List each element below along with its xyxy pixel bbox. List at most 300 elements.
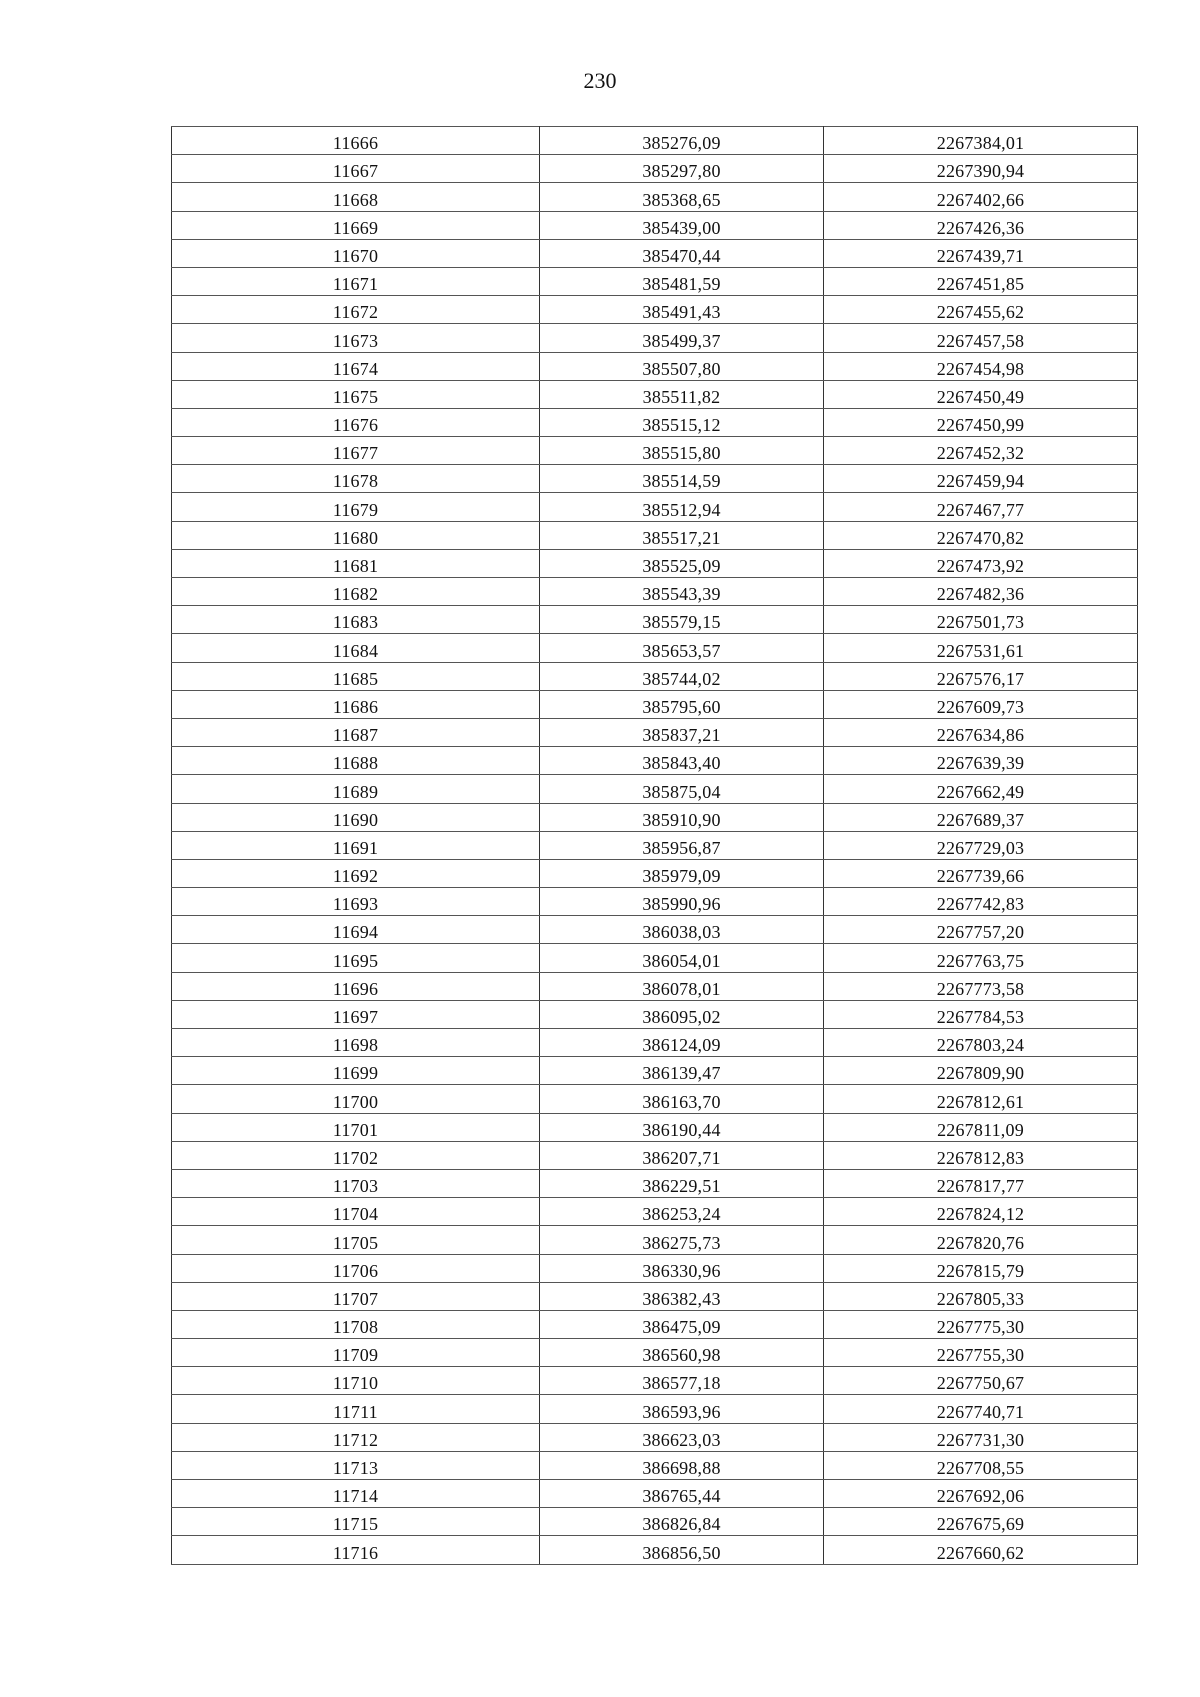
cell-value: 11672 [332, 302, 379, 323]
point-number-cell [172, 521, 540, 549]
point-number-cell [172, 127, 540, 155]
cell-value: 11692 [332, 866, 379, 887]
point-number-cell [172, 1536, 540, 1564]
y-coordinate-cell [824, 578, 1138, 606]
cell-value: 385514,59 [642, 471, 721, 492]
table-row [172, 1480, 1138, 1508]
cell-value: 385297,80 [642, 161, 721, 182]
x-coordinate-cell [540, 437, 824, 465]
cell-value: 11706 [332, 1260, 379, 1281]
cell-value: 2267439,71 [936, 245, 1025, 266]
table-row [172, 352, 1138, 380]
x-coordinate-cell [540, 1169, 824, 1197]
x-coordinate-cell [540, 183, 824, 211]
y-coordinate-cell [824, 183, 1138, 211]
cell-value: 2267473,92 [936, 556, 1025, 576]
x-coordinate-cell [540, 662, 824, 690]
y-coordinate-cell [824, 1085, 1138, 1113]
point-number-cell [172, 1339, 540, 1367]
table-row [172, 239, 1138, 267]
cell-value: 11699 [332, 1063, 379, 1084]
table-row [172, 1367, 1138, 1395]
cell-value: 2267815,79 [936, 1260, 1025, 1281]
point-number-cell [172, 1141, 540, 1169]
cell-value: 2267470,82 [936, 527, 1025, 548]
point-number-cell [172, 578, 540, 606]
cell-value: 386207,71 [642, 1147, 721, 1168]
cell-value: 11715 [332, 1514, 379, 1535]
cell-value: 386593,96 [642, 1401, 721, 1422]
point-number-cell [172, 267, 540, 295]
cell-value: 11680 [332, 527, 379, 548]
cell-value: 385979,09 [642, 866, 721, 887]
y-coordinate-cell [824, 775, 1138, 803]
y-coordinate-cell [824, 662, 1138, 690]
x-coordinate-cell [540, 859, 824, 887]
cell-value: 386330,96 [642, 1260, 721, 1281]
table-row [172, 1198, 1138, 1226]
cell-value: 385956,87 [642, 837, 721, 858]
table-row [172, 324, 1138, 352]
x-coordinate-cell [540, 944, 824, 972]
cell-value: 2267729,03 [936, 837, 1025, 858]
cell-value: 385910,90 [642, 809, 721, 830]
table-row [172, 1451, 1138, 1479]
cell-value: 386253,24 [642, 1204, 721, 1225]
cell-value: 2267824,12 [936, 1204, 1025, 1225]
x-coordinate-cell [540, 465, 824, 493]
cell-value: 2267450,99 [936, 415, 1025, 436]
x-coordinate-cell [540, 1029, 824, 1057]
y-coordinate-cell [824, 1480, 1138, 1508]
x-coordinate-cell [540, 324, 824, 352]
y-coordinate-cell [824, 1198, 1138, 1226]
cell-value: 385875,04 [642, 781, 721, 802]
cell-value: 2267455,62 [936, 302, 1025, 323]
point-number-cell [172, 183, 540, 211]
point-number-cell [172, 1169, 540, 1197]
cell-value: 11667 [332, 161, 379, 182]
y-coordinate-cell [824, 437, 1138, 465]
x-coordinate-cell [540, 296, 824, 324]
cell-value: 11705 [332, 1232, 379, 1253]
point-number-cell [172, 155, 540, 183]
cell-value: 11707 [332, 1288, 379, 1309]
cell-value: 386856,50 [642, 1542, 721, 1563]
y-coordinate-cell [824, 465, 1138, 493]
cell-value: 2267708,55 [936, 1458, 1025, 1478]
point-number-cell [172, 718, 540, 746]
y-coordinate-cell [824, 718, 1138, 746]
table-row [172, 1508, 1138, 1536]
x-coordinate-cell [540, 1423, 824, 1451]
cell-value: 11697 [332, 1007, 379, 1027]
table-row [172, 1113, 1138, 1141]
table-row [172, 1536, 1138, 1564]
table-row [172, 493, 1138, 521]
cell-value: 11668 [332, 189, 379, 210]
cell-value: 385368,65 [642, 189, 721, 210]
point-number-cell [172, 493, 540, 521]
cell-value: 2267742,83 [936, 894, 1025, 915]
cell-value: 2267692,06 [936, 1486, 1025, 1507]
cell-value: 385744,02 [642, 668, 721, 689]
x-coordinate-cell [540, 127, 824, 155]
table-row [172, 183, 1138, 211]
x-coordinate-cell [540, 972, 824, 1000]
x-coordinate-cell [540, 775, 824, 803]
cell-value: 2267763,75 [936, 950, 1025, 971]
cell-value: 386054,01 [642, 950, 721, 971]
x-coordinate-cell [540, 1282, 824, 1310]
cell-value: 2267689,37 [936, 809, 1025, 830]
cell-value: 11673 [332, 330, 379, 351]
cell-value: 385439,00 [642, 217, 721, 238]
y-coordinate-cell [824, 521, 1138, 549]
point-number-cell [172, 549, 540, 577]
cell-value: 2267501,73 [936, 612, 1025, 633]
cell-value: 386095,02 [642, 1007, 721, 1027]
cell-value: 386560,98 [642, 1345, 721, 1366]
cell-value: 385543,39 [642, 584, 721, 605]
y-coordinate-cell [824, 944, 1138, 972]
cell-value: 385507,80 [642, 358, 721, 379]
cell-value: 11686 [332, 696, 379, 717]
cell-value: 2267426,36 [936, 217, 1025, 238]
y-coordinate-cell [824, 831, 1138, 859]
cell-value: 11691 [332, 837, 379, 858]
y-coordinate-cell [824, 1395, 1138, 1423]
point-number-cell [172, 211, 540, 239]
x-coordinate-cell [540, 888, 824, 916]
point-number-cell [172, 352, 540, 380]
x-coordinate-cell [540, 352, 824, 380]
table-row [172, 972, 1138, 1000]
point-number-cell [172, 1423, 540, 1451]
table-row [172, 1169, 1138, 1197]
cell-value: 2267459,94 [936, 471, 1025, 492]
point-number-cell [172, 1198, 540, 1226]
y-coordinate-cell [824, 267, 1138, 295]
y-coordinate-cell [824, 1254, 1138, 1282]
cell-value: 386765,44 [642, 1486, 721, 1507]
cell-value: 11713 [332, 1458, 379, 1478]
table-row [172, 578, 1138, 606]
x-coordinate-cell [540, 634, 824, 662]
y-coordinate-cell [824, 606, 1138, 634]
table-row [172, 1029, 1138, 1057]
cell-value: 385517,21 [642, 527, 721, 548]
x-coordinate-cell [540, 1141, 824, 1169]
y-coordinate-cell [824, 1113, 1138, 1141]
table-row [172, 944, 1138, 972]
y-coordinate-cell [824, 1226, 1138, 1254]
cell-value: 386275,73 [642, 1232, 721, 1253]
point-number-cell [172, 380, 540, 408]
cell-value: 2267812,61 [936, 1091, 1025, 1112]
table-row [172, 888, 1138, 916]
cell-value: 385579,15 [642, 612, 721, 633]
cell-value: 385843,40 [642, 753, 721, 774]
table-row [172, 662, 1138, 690]
table-row [172, 747, 1138, 775]
y-coordinate-cell [824, 1057, 1138, 1085]
cell-value: 385653,57 [642, 640, 721, 661]
x-coordinate-cell [540, 690, 824, 718]
coordinates-table-body [172, 127, 1138, 1565]
x-coordinate-cell [540, 1367, 824, 1395]
cell-value: 2267809,90 [936, 1063, 1025, 1084]
cell-value: 2267639,39 [936, 753, 1025, 774]
point-number-cell [172, 1310, 540, 1338]
cell-value: 386826,84 [642, 1514, 721, 1535]
cell-value: 385837,21 [642, 725, 721, 746]
cell-value: 11704 [332, 1204, 379, 1225]
cell-value: 11701 [332, 1119, 379, 1140]
cell-value: 11674 [332, 358, 379, 379]
point-number-cell [172, 1451, 540, 1479]
x-coordinate-cell [540, 521, 824, 549]
cell-value: 2267662,49 [936, 781, 1025, 802]
x-coordinate-cell [540, 1310, 824, 1338]
cell-value: 11688 [332, 753, 379, 774]
table-row [172, 267, 1138, 295]
y-coordinate-cell [824, 1339, 1138, 1367]
cell-value: 2267402,66 [936, 189, 1025, 210]
x-coordinate-cell [540, 718, 824, 746]
cell-value: 385511,82 [642, 386, 721, 407]
x-coordinate-cell [540, 1254, 824, 1282]
cell-value: 11700 [332, 1091, 379, 1112]
cell-value: 2267457,58 [936, 330, 1025, 351]
point-number-cell [172, 465, 540, 493]
cell-value: 2267531,61 [936, 640, 1025, 661]
cell-value: 386382,43 [642, 1288, 721, 1309]
cell-value: 385499,37 [642, 330, 721, 351]
cell-value: 11678 [332, 471, 379, 492]
cell-value: 11681 [332, 556, 379, 576]
y-coordinate-cell [824, 352, 1138, 380]
x-coordinate-cell [540, 1226, 824, 1254]
x-coordinate-cell [540, 803, 824, 831]
cell-value: 2267750,67 [936, 1373, 1025, 1394]
table-row [172, 1423, 1138, 1451]
cell-value: 385525,09 [642, 556, 721, 576]
point-number-cell [172, 1226, 540, 1254]
x-coordinate-cell [540, 578, 824, 606]
point-number-cell [172, 1367, 540, 1395]
cell-value: 2267451,85 [936, 274, 1025, 295]
y-coordinate-cell [824, 1508, 1138, 1536]
y-coordinate-cell [824, 1169, 1138, 1197]
x-coordinate-cell [540, 1057, 824, 1085]
cell-value: 11693 [332, 894, 379, 915]
y-coordinate-cell [824, 972, 1138, 1000]
cell-value: 11712 [332, 1429, 379, 1450]
cell-value: 386229,51 [642, 1176, 721, 1197]
cell-value: 2267609,73 [936, 696, 1025, 717]
table-row [172, 1282, 1138, 1310]
cell-value: 11682 [332, 584, 379, 605]
cell-value: 11711 [333, 1401, 378, 1422]
x-coordinate-cell [540, 1113, 824, 1141]
cell-value: 11687 [332, 725, 379, 746]
cell-value: 385990,96 [642, 894, 721, 915]
cell-value: 2267757,20 [936, 922, 1025, 943]
point-number-cell [172, 324, 540, 352]
cell-value: 2267805,33 [936, 1288, 1025, 1309]
x-coordinate-cell [540, 1339, 824, 1367]
table-row [172, 1395, 1138, 1423]
point-number-cell [172, 437, 540, 465]
point-number-cell [172, 1282, 540, 1310]
table-row [172, 521, 1138, 549]
x-coordinate-cell [540, 831, 824, 859]
y-coordinate-cell [824, 1536, 1138, 1564]
cell-value: 385481,59 [642, 274, 721, 295]
table-row [172, 1000, 1138, 1028]
cell-value: 11710 [332, 1373, 379, 1394]
cell-value: 11666 [332, 133, 379, 154]
cell-value: 2267811,09 [937, 1119, 1024, 1140]
x-coordinate-cell [540, 1085, 824, 1113]
cell-value: 2267755,30 [936, 1345, 1025, 1366]
cell-value: 11690 [332, 809, 379, 830]
cell-value: 385512,94 [642, 499, 721, 520]
cell-value: 385470,44 [642, 245, 721, 266]
table-row [172, 1141, 1138, 1169]
point-number-cell [172, 803, 540, 831]
cell-value: 11675 [332, 386, 379, 407]
cell-value: 11684 [332, 640, 379, 661]
coordinates-table [171, 126, 1138, 1565]
y-coordinate-cell [824, 747, 1138, 775]
point-number-cell [172, 606, 540, 634]
table-row [172, 634, 1138, 662]
y-coordinate-cell [824, 493, 1138, 521]
cell-value: 2267812,83 [936, 1147, 1025, 1168]
cell-value: 11702 [332, 1147, 379, 1168]
y-coordinate-cell [824, 1367, 1138, 1395]
cell-value: 386038,03 [642, 922, 721, 943]
table-row [172, 775, 1138, 803]
y-coordinate-cell [824, 296, 1138, 324]
cell-value: 11679 [332, 499, 379, 520]
point-number-cell [172, 662, 540, 690]
cell-value: 2267660,62 [936, 1542, 1025, 1563]
x-coordinate-cell [540, 916, 824, 944]
y-coordinate-cell [824, 1000, 1138, 1028]
point-number-cell [172, 1395, 540, 1423]
x-coordinate-cell [540, 1451, 824, 1479]
cell-value: 11703 [332, 1176, 379, 1197]
cell-value: 385515,12 [642, 415, 721, 436]
y-coordinate-cell [824, 888, 1138, 916]
y-coordinate-cell [824, 324, 1138, 352]
point-number-cell [172, 1254, 540, 1282]
cell-value: 2267634,86 [936, 725, 1025, 746]
cell-value: 2267739,66 [936, 866, 1025, 887]
table-row [172, 296, 1138, 324]
y-coordinate-cell [824, 1282, 1138, 1310]
table-row [172, 859, 1138, 887]
y-coordinate-cell [824, 1310, 1138, 1338]
cell-value: 11676 [332, 415, 379, 436]
cell-value: 2267731,30 [936, 1429, 1025, 1450]
table-row [172, 408, 1138, 436]
cell-value: 11694 [332, 922, 379, 943]
y-coordinate-cell [824, 1141, 1138, 1169]
cell-value: 386190,44 [642, 1119, 721, 1140]
y-coordinate-cell [824, 155, 1138, 183]
table-row [172, 916, 1138, 944]
point-number-cell [172, 690, 540, 718]
y-coordinate-cell [824, 1423, 1138, 1451]
point-number-cell [172, 1508, 540, 1536]
x-coordinate-cell [540, 267, 824, 295]
point-number-cell [172, 888, 540, 916]
cell-value: 11698 [332, 1035, 379, 1056]
cell-value: 386698,88 [642, 1458, 721, 1478]
y-coordinate-cell [824, 859, 1138, 887]
cell-value: 2267820,76 [936, 1232, 1025, 1253]
cell-value: 2267390,94 [936, 161, 1025, 182]
cell-value: 386623,03 [642, 1429, 721, 1450]
cell-value: 2267773,58 [936, 978, 1025, 999]
cell-value: 386139,47 [642, 1063, 721, 1084]
point-number-cell [172, 944, 540, 972]
point-number-cell [172, 1000, 540, 1028]
point-number-cell [172, 775, 540, 803]
y-coordinate-cell [824, 803, 1138, 831]
x-coordinate-cell [540, 747, 824, 775]
y-coordinate-cell [824, 127, 1138, 155]
cell-value: 2267803,24 [936, 1035, 1025, 1056]
point-number-cell [172, 1113, 540, 1141]
table-row [172, 1339, 1138, 1367]
x-coordinate-cell [540, 380, 824, 408]
cell-value: 386475,09 [642, 1317, 721, 1338]
point-number-cell [172, 972, 540, 1000]
x-coordinate-cell [540, 549, 824, 577]
x-coordinate-cell [540, 408, 824, 436]
x-coordinate-cell [540, 1536, 824, 1564]
y-coordinate-cell [824, 690, 1138, 718]
y-coordinate-cell [824, 211, 1138, 239]
point-number-cell [172, 831, 540, 859]
cell-value: 11677 [332, 443, 379, 464]
cell-value: 385795,60 [642, 696, 721, 717]
cell-value: 11685 [332, 668, 379, 689]
cell-value: 2267454,98 [936, 358, 1025, 379]
table-row [172, 380, 1138, 408]
table-row [172, 465, 1138, 493]
table-row [172, 803, 1138, 831]
cell-value: 2267452,32 [936, 443, 1025, 464]
y-coordinate-cell [824, 408, 1138, 436]
cell-value: 2267784,53 [936, 1007, 1025, 1027]
point-number-cell [172, 859, 540, 887]
y-coordinate-cell [824, 380, 1138, 408]
table-row [172, 606, 1138, 634]
cell-value: 2267384,01 [936, 133, 1025, 154]
x-coordinate-cell [540, 211, 824, 239]
table-row [172, 1057, 1138, 1085]
point-number-cell [172, 408, 540, 436]
cell-value: 11671 [332, 274, 379, 295]
cell-value: 2267576,17 [936, 668, 1025, 689]
table-row [172, 127, 1138, 155]
